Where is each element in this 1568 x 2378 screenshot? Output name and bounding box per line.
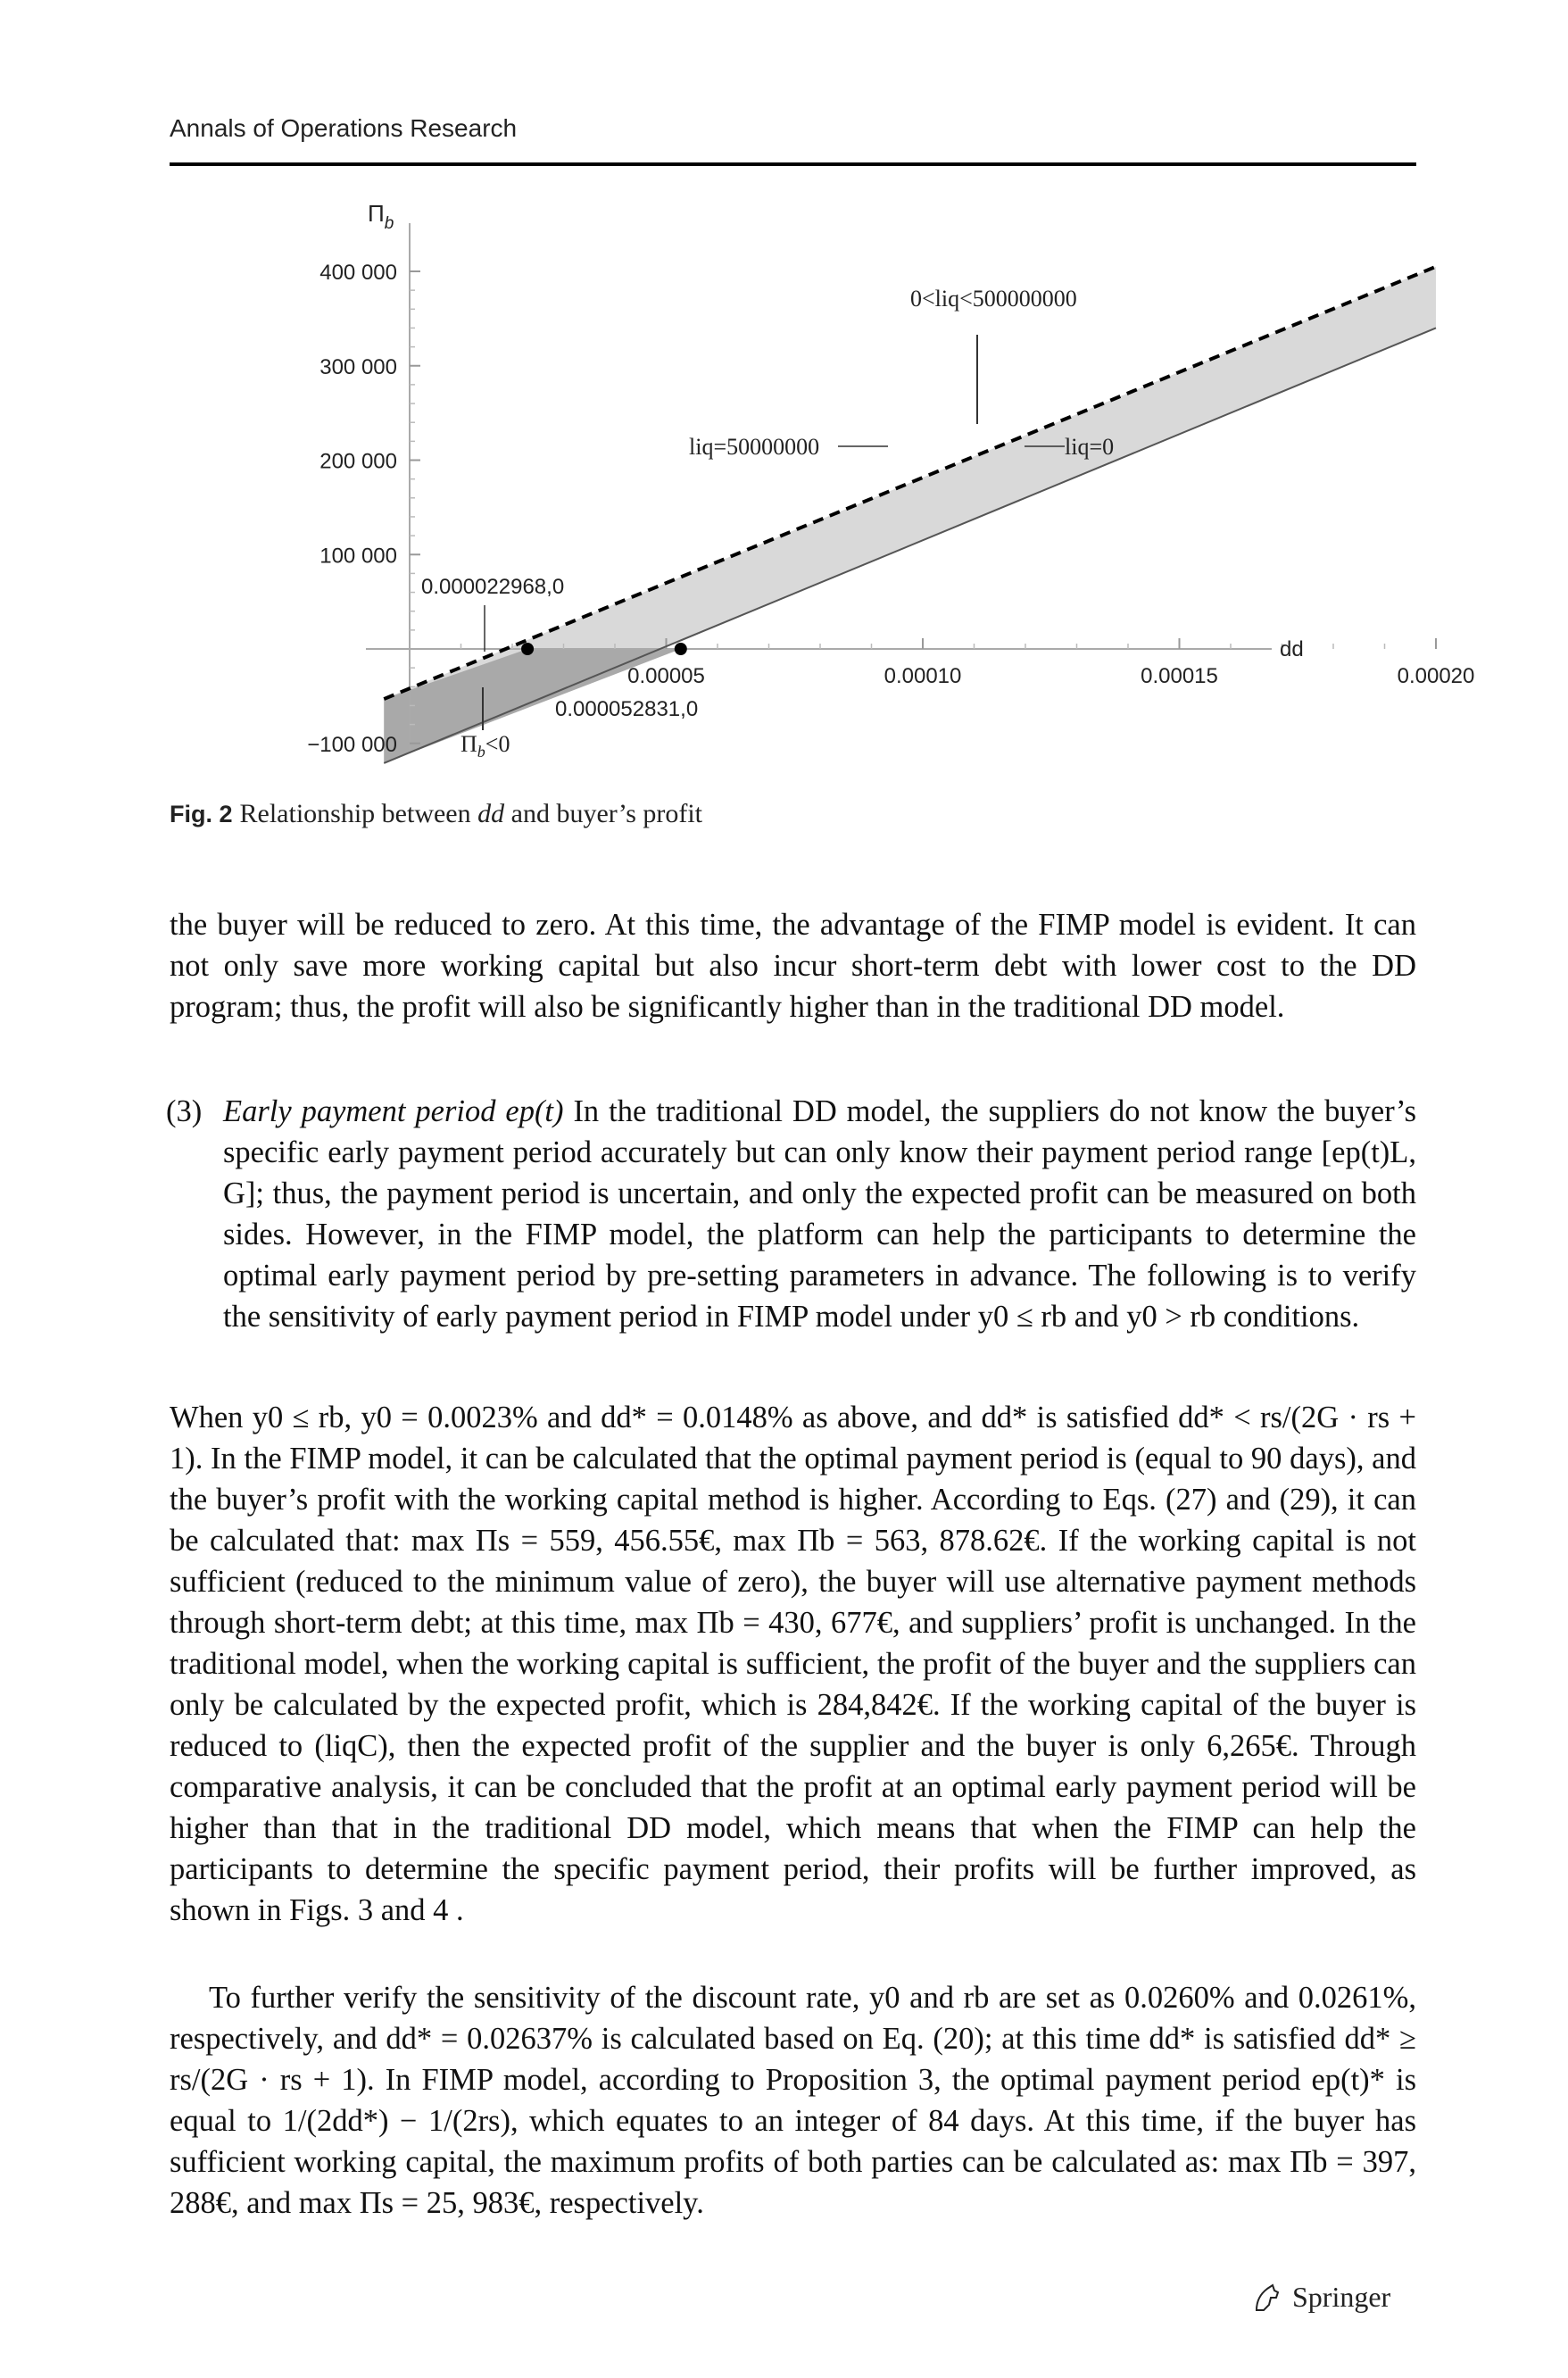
y-tick-label-3: 300 000: [319, 354, 397, 379]
y-tick-label-4: 400 000: [319, 261, 397, 285]
upper-root-label: 0.000022968,0: [421, 575, 565, 599]
x-tick-label-1: 0.00010: [884, 664, 962, 688]
figure-caption: [170, 799, 702, 829]
paragraph-3: To further verify the sensitivity of the discount rate, y0 and rb are set as 0.0260% and 0.0261%, respectively, and dd* = 0.02637% is calculated based on Eq. (20); at this time dd* is satisfied dd* ≥ rs/(2G · rs + 1). In FIMP model, according to Proposition 3, the optimal payment period ep(t)* is equal to 1/(2dd*) − 1/(2rs), which equates to an integer of 84 days. At this time, if the buyer has sufficient working capital, the maximum profits of both parties can be calculated as: max Πb = 397, 288€, and max Πs = 25, 983€, respectively.: [170, 1981, 1416, 2220]
paragraph-1: the buyer will be reduced to zero. At this time, the advantage of the FIMP model is evident. It can not only save more working capital but also incur short-term debt with lower cost to the DD program; thus, the profit will also be significantly higher than in the traditional DD model.: [170, 908, 1416, 1024]
x-tick-label-2: 0.00015: [1141, 664, 1218, 688]
caption-text-3: and buyer’s profit: [504, 799, 703, 828]
caption-text-1: Relationship between: [239, 799, 478, 828]
y-tick-label-2: 200 000: [319, 449, 397, 474]
x-tick-label-0: 0.00005: [627, 664, 705, 688]
y-tick-label-0: −100 000: [307, 732, 397, 757]
springer-logo: [1251, 2281, 1390, 2314]
caption-text-2: dd: [477, 799, 505, 828]
caption-label: Fig. 2: [170, 801, 233, 827]
figure-2: [170, 187, 1475, 794]
range-label: 0<liq<500000000: [910, 286, 1077, 312]
springer-horse-icon: [1251, 2282, 1283, 2314]
x-tick-label-3: 0.00020: [1397, 664, 1475, 688]
running-head: Annals of Operations Research: [170, 114, 518, 142]
y-tick-label-1: 100 000: [319, 544, 397, 569]
item-body: In the traditional DD model, the suppliers do not know the buyer’s specific early payment period accurately but can only know their payment period range [ep(t)L, G]; thus, the payment period is uncertain, and only the expected profit can be measured on both sides. However, in the FIMP model, the platform can help the participants to determine the optimal early payment period by pre-setting parameters in advance. The following is to verify the sensitivity of early payment period in FIMP model under y0 ≤ rb and y0 > rb conditions.: [223, 1094, 1416, 1334]
header-rule: [170, 162, 1416, 166]
item-title: Early payment period ep(t): [223, 1094, 564, 1128]
series-liq-0: [384, 328, 1436, 763]
x-axis-label: dd: [1280, 637, 1304, 661]
negative-profit-label: $\Pi_b<0$: [460, 731, 510, 761]
list-item-number: (3): [166, 1094, 203, 1128]
profit-chart: [170, 187, 1475, 794]
paragraph-2: When y0 ≤ rb, y0 = 0.0023% and dd* = 0.0148% as above, and dd* is satisfied dd* < rs/(2G · rs + 1). In the FIMP model, it can be calculated that the optimal payment period is (equal to 90 days), and the buyer’s profit with the working capital method is higher. According to Eqs. (27) and (29), it can be calculated that: max Πs = 559, 456.55€, max Πb = 563, 878.62€. If the working capital is not sufficient (reduced to the minimum value of zero), the buyer will use alternative payment methods through short-term debt; at this time, max Πb = 430, 677€, and suppliers’ profit is unchanged. In the traditional model, when the working capital is sufficient, the profit of the buyer and the suppliers can only be calculated by the expected profit, which is 284,842€. If the working capital of the buyer is reduced to (liqC), then the expected profit of the supplier and the buyer is only 6,265€. Through comparative analysis, it can be concluded that the profit at an optimal early payment period will be higher than that in the traditional DD model, which means that when the FIMP can help the participants to determine the specific payment period, their profits will be further improved, as shown in Figs. 3 and 4 .: [170, 1401, 1416, 1927]
root-point-0: [521, 643, 534, 655]
lower-series-label: liq=0: [1065, 434, 1115, 460]
publisher-name: Springer: [1292, 2281, 1391, 2313]
lower-root-label: 0.000052831,0: [555, 697, 699, 721]
list-item-3: [166, 1091, 1416, 1337]
root-point-1: [675, 643, 687, 655]
upper-series-label: liq=50000000: [689, 434, 820, 460]
y-axis-label: $\Pi_b$: [368, 200, 394, 233]
